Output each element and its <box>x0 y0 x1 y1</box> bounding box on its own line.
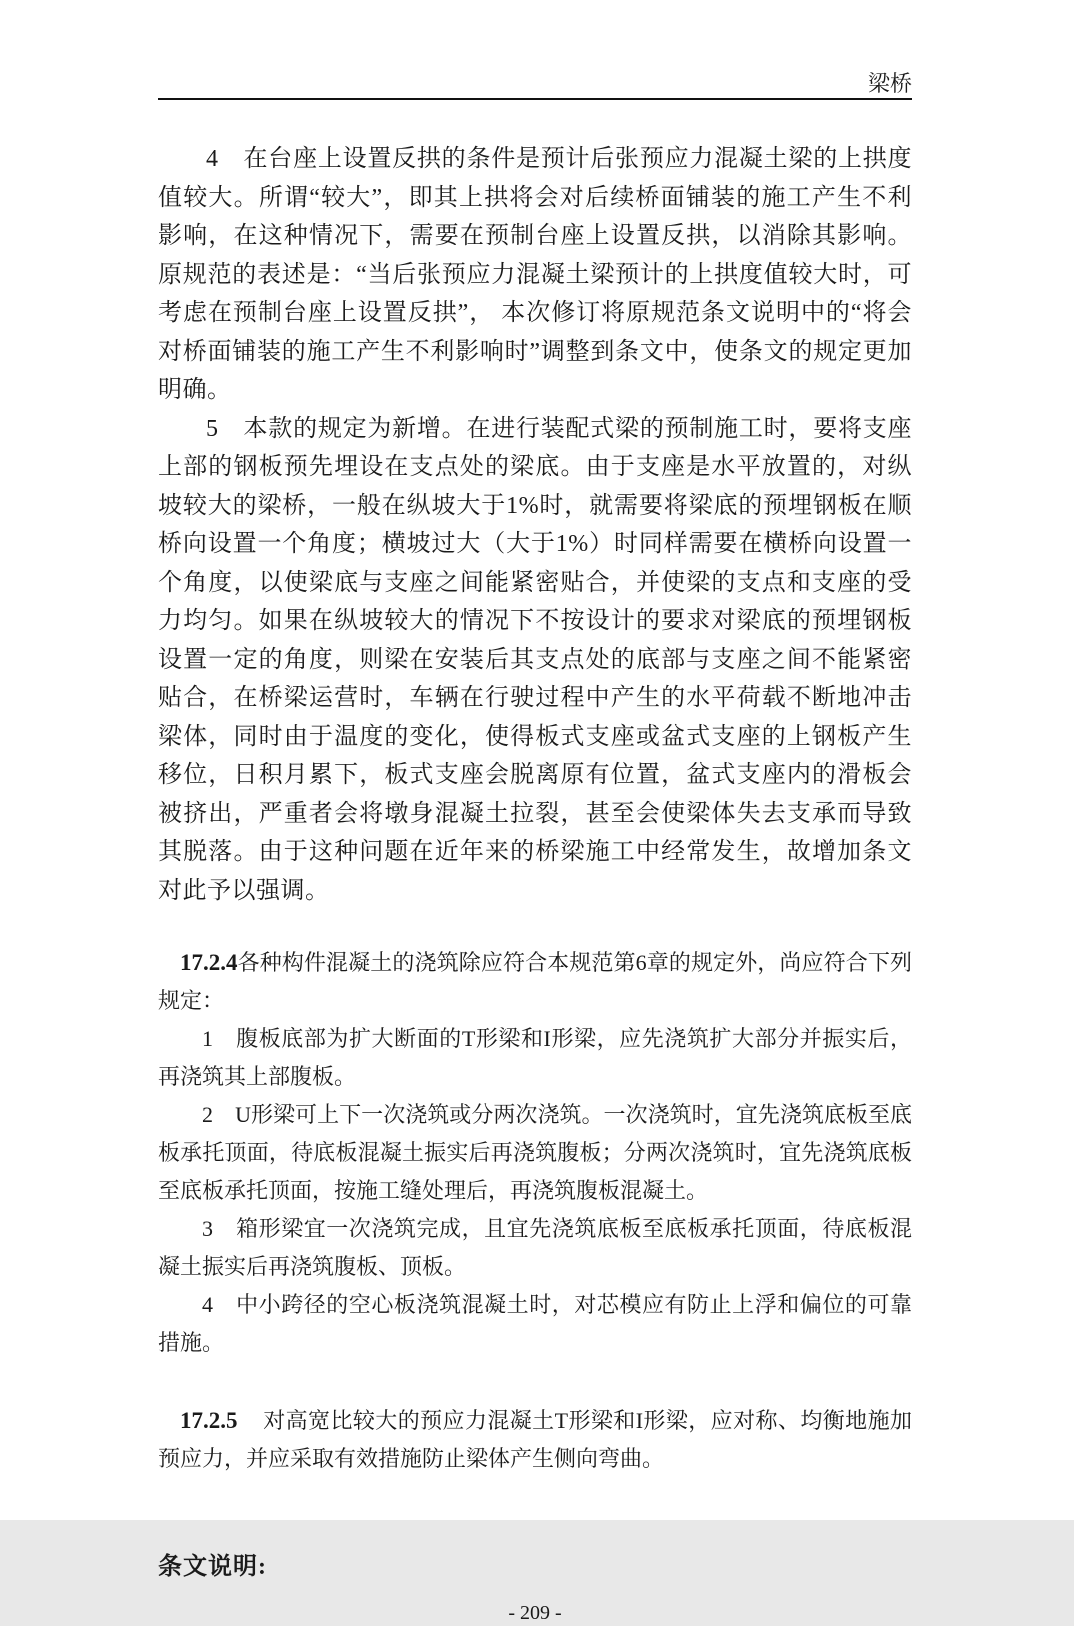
clause-17-2-4-item-3: 3 箱形梁宜一次浇筑完成，且宜先浇筑底板至底板承托顶面，待底板混凝土振实后再浇筑腹板、顶板。 <box>158 1216 912 1279</box>
commentary-paragraph-5: 5 本款的规定为新增。在进行装配式梁的预制施工时，要将支座上部的钢板预先埋设在支点处的梁底。由于支座是水平放置的，对纵坡较大的梁桥，一般在纵坡大于1%时，就需要将梁底的预埋钢板在顺桥向设置一个角度；横坡过大（大于1%）时同样需要在横桥向设置一个角度，以使梁底与支座之间能紧密贴合，并使梁的支点和支座的受力均匀。如果在纵坡较大的情况下不按设计的要求对梁底的预埋钢板设置一定的角度，则梁在安装后其支点处的底部与支座之间不能紧密贴合，在桥梁运营时，车辆在行驶过程中产生的水平荷载不断地冲击梁体，同时由于温度的变化，使得板式支座或盆式支座的上钢板产生移位，日积月累下，板式支座会脱离原有位置，盆式支座内的滑板会被挤出，严重者会将墩身混凝土拉裂，甚至会使梁体失去支承而导致其脱落。由于这种问题在近年来的桥梁施工中经常发生，故增加条文对此予以强调。 <box>158 415 912 904</box>
clause-17-2-4-item-4: 4 中小跨径的空心板浇筑混凝土时，对芯模应有防止上浮和偏位的可靠措施。 <box>158 1292 912 1355</box>
clause-17-2-5-text: 对高宽比较大的预应力混凝土T形梁和I形梁，应对称、均衡地施加预应力，并应采取有效措施防止梁体产生侧向弯曲。 <box>158 1408 912 1471</box>
clause-17-2-4-heading <box>158 944 912 1020</box>
clause-17-2-5-number: 17.2.5 <box>180 1408 238 1433</box>
page-number: - 209 - <box>508 1602 562 1624</box>
commentary-paragraph-4: 4 在台座上设置反拱的条件是预计后张预应力混凝土梁的上拱度值较大。所谓“较大”，即其上拱将会对后续桥面铺装的施工产生不利影响，在这种情况下，需要在预制台座上设置反拱，以消除其影响。原规范的表述是：“当后张预应力混凝土梁预计的上拱度值较大时，可考虑在预制台座上设置反拱”， 本次修订将原规范条文说明中的“将会对桥面铺装的施工产生不利影响时”调整到条文中，使条文的规定更加明确。 <box>158 146 912 403</box>
running-header-title: 梁桥 <box>867 71 912 96</box>
clause-17-2-4-text: 各种构件混凝土的浇筑除应符合本规范第6章的规定外，尚应符合下列规定： <box>158 950 912 1013</box>
notes-section-label: 条文说明: <box>158 1554 267 1580</box>
running-header <box>158 0 912 100</box>
clause-17-2-4-number: 17.2.4 <box>180 950 238 975</box>
clause-17-2-4-item-1: 1 腹板底部为扩大断面的T形梁和I形梁，应先浇筑扩大部分并振实后，再浇筑其上部腹板。 <box>158 1026 912 1089</box>
clause-17-2-5-heading <box>158 1402 912 1478</box>
clause-17-2-4-item-2: 2 U形梁可上下一次浇筑或分两次浇筑。一次浇筑时，宜先浇筑底板至底板承托顶面，待底板混凝土振实后再浇筑腹板；分两次浇筑时，宜先浇筑底板至底板承托顶面，按施工缝处理后，再浇筑腹板混凝土。 <box>158 1102 912 1203</box>
